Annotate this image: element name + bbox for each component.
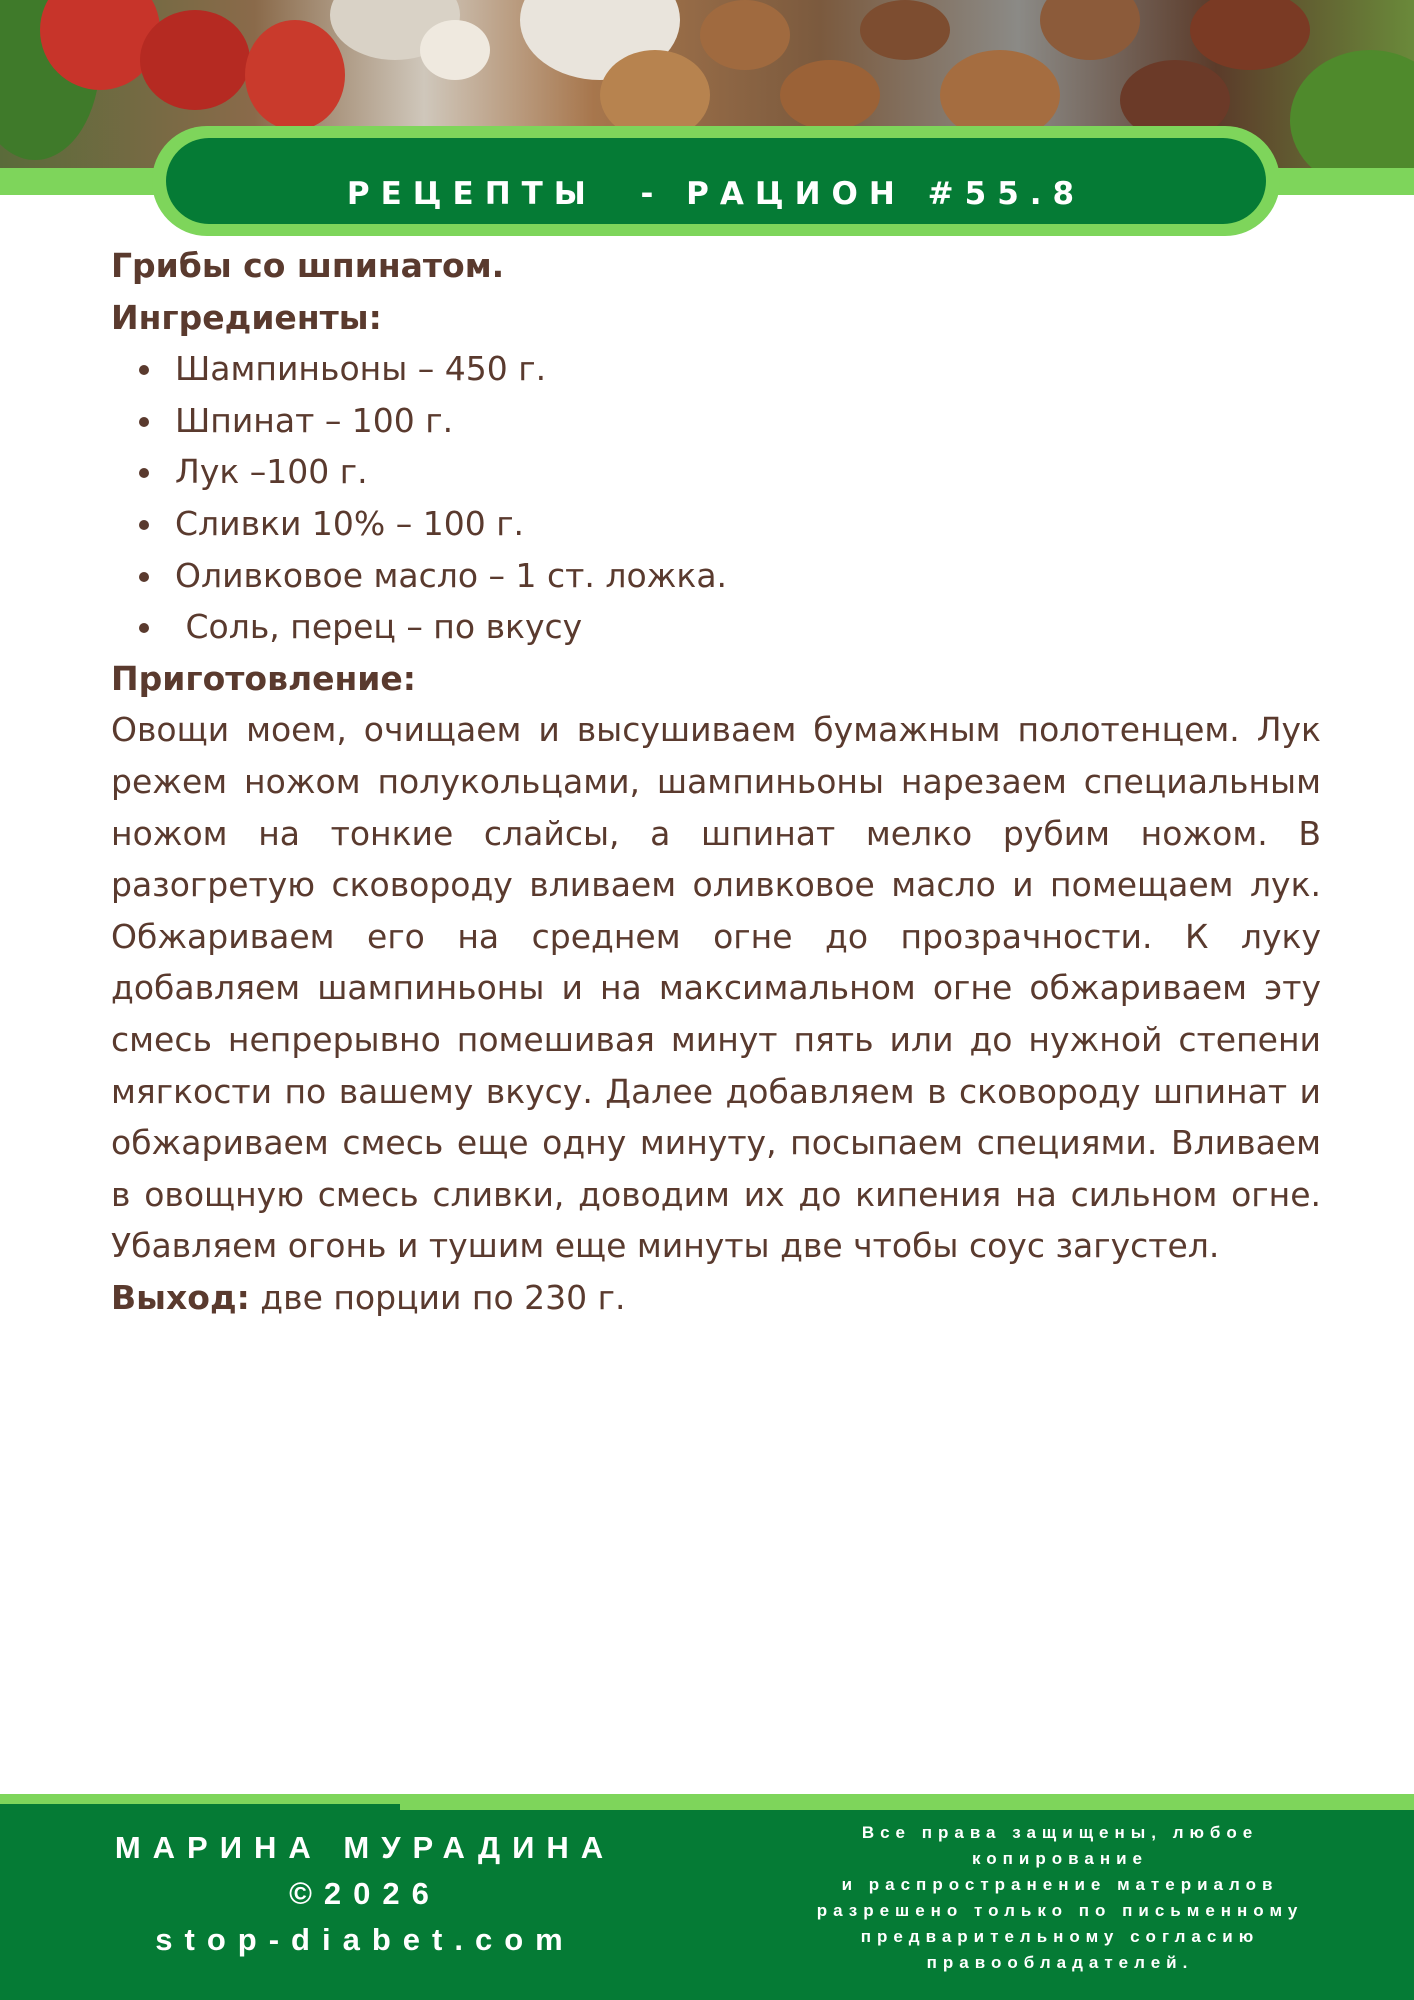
preparation-text: Овощи моем, очищаем и высушиваем бумажным полотенцем. Лук режем ножом полукольцами, шампиньоны нарезаем специальным ножом на тонкие слайсы, а шпинат мелко рубим ножом. В разогретую сковороду вливаем оливковое масло и помещаем лук. Обжариваем его на среднем огне до прозрачности. К луку добавляем шампиньоны и на максимальном огне обжариваем эту смесь непрерывно помешивая минут пять или до нужной степени мягкости по вашему вкусу. Далее добавляем в сковороду шпинат и обжариваем смесь еще одну минуту, посыпаем специями. Вливаем в овощную смесь сливки, доводим их до кипения на сильном огне. Убавляем огонь и тушим еще минуты две чтобы соус загустел. — [111, 710, 1321, 1266]
recipe-name: Грибы со шпинатом. — [111, 246, 505, 285]
preparation-heading: Приготовление: — [111, 658, 417, 698]
footer-author: МАРИНА МУРАДИНА — [114, 1830, 616, 1865]
copyright-line: правообладателей. — [926, 1953, 1194, 1972]
copyright-line: разрешено только по письменному — [816, 1901, 1304, 1920]
ingredients-list — [111, 343, 1321, 653]
footer-credits — [40, 1825, 690, 1963]
page-title: РЕЦЕПТЫ - РАЦИОН #55.8 — [346, 176, 1086, 212]
footer-copyright-notice — [730, 1820, 1390, 1976]
copyright-line: предварительному согласию — [860, 1927, 1260, 1946]
title-banner — [166, 138, 1266, 224]
yield-label: Выход: — [111, 1277, 250, 1317]
ingredient-item: Сливки 10% – 100 г. — [175, 498, 1321, 550]
ingredients-heading: Ингредиенты: — [111, 297, 382, 337]
copyright-line: и распространение материалов — [841, 1875, 1279, 1894]
ingredient-item: Шпинат – 100 г. — [175, 395, 1321, 447]
recipe-content — [111, 240, 1321, 1323]
footer-year: ©2026 — [289, 1876, 441, 1911]
footer-accent-segment — [0, 1804, 400, 1812]
copyright-line: Все права защищены, любое — [861, 1823, 1259, 1842]
ingredient-item: Лук –100 г. — [175, 446, 1321, 498]
ingredient-item: Шампиньоны – 450 г. — [175, 343, 1321, 395]
ingredient-item: Оливковое масло – 1 ст. ложка. — [175, 550, 1321, 602]
ingredient-item: Соль, перец – по вкусу — [175, 601, 1321, 653]
footer-site-link[interactable]: stop-diabet.com — [155, 1922, 575, 1957]
copyright-line: копирование — [971, 1849, 1148, 1868]
yield-value: две порции по 230 г. — [249, 1277, 626, 1317]
yield-line — [111, 1272, 1321, 1324]
